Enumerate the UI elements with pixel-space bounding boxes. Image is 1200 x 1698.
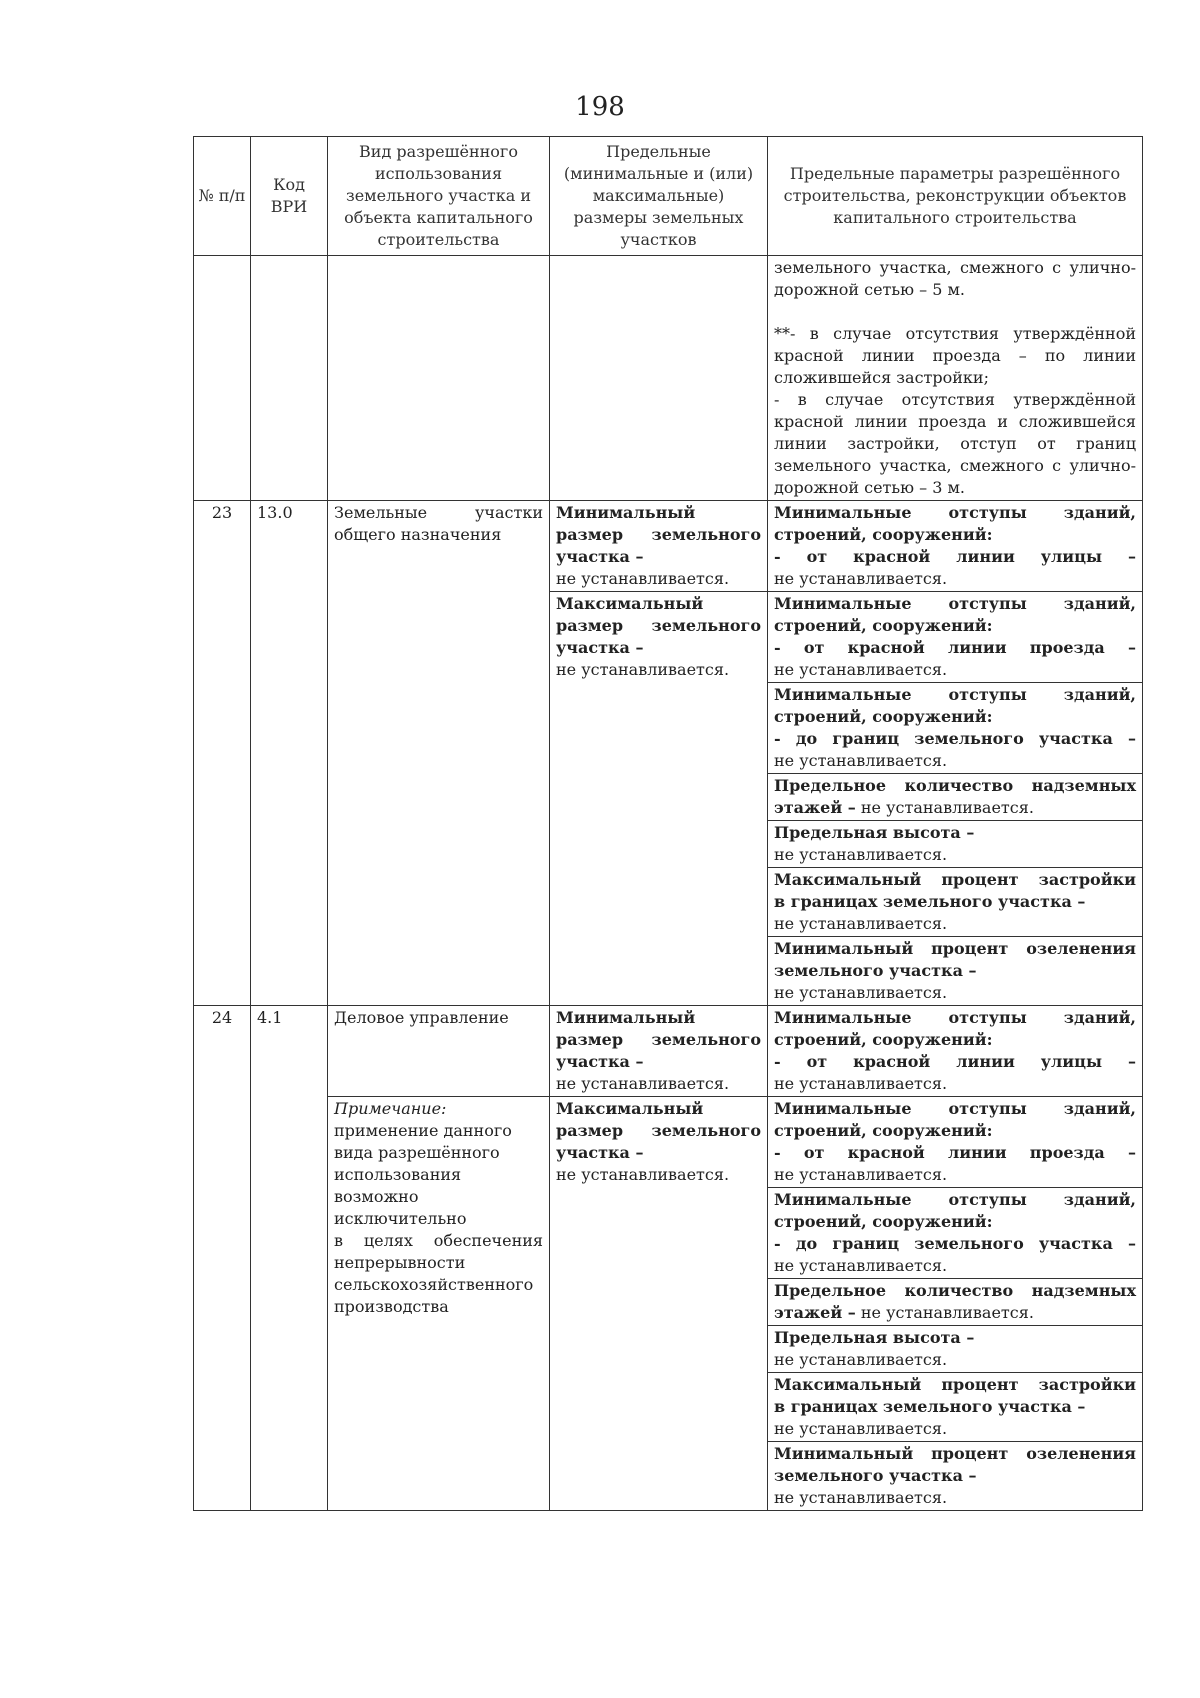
table-row-24 <box>194 1006 1143 1097</box>
row23-param-max-coverage: Максимальный процент застройки в границах земельного участка – не устанавливается. <box>768 868 1143 937</box>
row23-param-plot-boundary: Минимальные отступы зданий, строений, сооружений: - до границ земельного участка – не устанавливается. <box>768 683 1143 774</box>
table-row-23 <box>194 501 1143 592</box>
row23-code: 13.0 <box>251 501 328 1006</box>
row23-param-floors: Предельное количество надземных этажей – не устанавливается. <box>768 774 1143 821</box>
row23-param-red-line-passage: Минимальные отступы зданий, строений, сооружений: - от красной линии проезда – не устанавливается. <box>768 592 1143 683</box>
table-header-row <box>194 137 1143 256</box>
row24-use-type: Деловое управление <box>328 1006 550 1097</box>
row23-min-size: Минимальный размер земельного участка – не устанавливается. <box>550 501 768 592</box>
continuation-cell: земельного участка, смежного с улично- дорожной сетью – 5 м. **- в случае отсутствия утверждённой красной линии проезда – по линии сложившейся застройки; - в случае отсутствия утверждённой красной линии проезда и сложившейся линии застройки, отступ от границ земельного участка, смежного с улично- дорожной сетью – 3 м. <box>768 256 1143 501</box>
row24-param-min-greenery: Минимальный процент озеленения земельного участка – не устанавливается. <box>768 1442 1143 1511</box>
row24-param-red-line-passage: Минимальные отступы зданий, строений, сооружений: - от красной линии проезда – не устанавливается. <box>768 1097 1143 1188</box>
row24-param-plot-boundary: Минимальные отступы зданий, строений, сооружений: - до границ земельного участка – не устанавливается. <box>768 1188 1143 1279</box>
row24-max-size: Максимальный размер земельного участка – не устанавливается. <box>550 1097 768 1511</box>
row24-param-height: Предельная высота – не устанавливается. <box>768 1326 1143 1373</box>
row24-num: 24 <box>194 1006 251 1511</box>
row24-code: 4.1 <box>251 1006 328 1511</box>
header-use-type: Вид разрешённого использования земельного участка и объекта капитального строительства <box>328 137 550 256</box>
header-code: Код ВРИ <box>251 137 328 256</box>
header-plot-sizes: Предельные (минимальные и (или) максимальные) размеры земельных участков <box>550 137 768 256</box>
header-params: Предельные параметры разрешённого строительства, реконструкции объектов капитального строительства <box>768 137 1143 256</box>
row23-param-red-line-street: Минимальные отступы зданий, строений, сооружений: - от красной линии улицы – не устанавливается. <box>768 501 1143 592</box>
row24-param-red-line-street: Минимальные отступы зданий, строений, сооружений: - от красной линии улицы – не устанавливается. <box>768 1006 1143 1097</box>
row23-max-size: Максимальный размер земельного участка – не устанавливается. <box>550 592 768 1006</box>
regulations-table <box>193 136 1143 1511</box>
row24-note: Примечание: применение данного вида разрешённого использования возможно исключительно в целях обеспечения непрерывности сельскохозяйственного производства <box>328 1097 550 1511</box>
row23-param-height: Предельная высота – не устанавливается. <box>768 821 1143 868</box>
table-row-continuation <box>194 256 1143 501</box>
row24-param-floors: Предельное количество надземных этажей – не устанавливается. <box>768 1279 1143 1326</box>
row23-use-type: Земельные участки общего назначения <box>328 501 550 1006</box>
page-number: 198 <box>575 92 625 122</box>
row24-param-max-coverage: Максимальный процент застройки в границах земельного участка – не устанавливается. <box>768 1373 1143 1442</box>
row24-min-size: Минимальный размер земельного участка – не устанавливается. <box>550 1006 768 1097</box>
row23-num: 23 <box>194 501 251 1006</box>
header-num: № п/п <box>194 137 251 256</box>
row23-param-min-greenery: Минимальный процент озеленения земельного участка – не устанавливается. <box>768 937 1143 1006</box>
